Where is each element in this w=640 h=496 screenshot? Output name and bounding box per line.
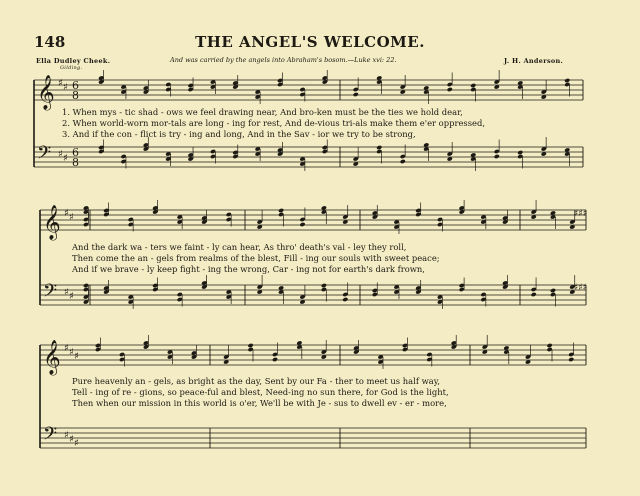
sharp-icon: ♯: [74, 351, 79, 362]
treble-clef-icon: 𝄞: [43, 340, 61, 375]
key-change-icon: ♯♯♯: [574, 209, 588, 219]
treble-clef-icon: 𝄞: [43, 205, 61, 240]
note-head: [547, 343, 553, 348]
note-head: [299, 222, 305, 227]
note-head: [400, 159, 406, 164]
lyric-line: 3. And if the con - flict is try - ing and long, And in the Sav - ior we try to be strong,: [62, 129, 416, 139]
bass-clef-icon: 𝄢: [43, 281, 58, 306]
sharp-icon: ♯: [64, 287, 69, 298]
bass-clef-icon: 𝄢: [37, 143, 52, 168]
lyric-line: 1. When mys - tic shad - ows we feel drawing near, And bro-ken must be the ties we hold dear,: [62, 107, 463, 117]
sharp-icon: ♯: [69, 291, 74, 302]
lyric-line: 2. When world-worn mor-tals are long - ing for rest, And de-vious tri-als make them e'er oppressed,: [62, 118, 485, 128]
sharp-icon: ♯: [74, 438, 79, 449]
sharp-icon: ♯: [63, 82, 68, 93]
bass-clef-icon: 𝄢: [43, 424, 58, 449]
lyric-line: Pure heavenly an - gels, as bright as the day, Sent by our Fa - ther to meet us half way,: [72, 376, 441, 386]
note-head: [353, 92, 359, 97]
note-head: [470, 83, 476, 88]
note-head: [321, 283, 327, 288]
sharp-icon: ♯: [63, 153, 68, 164]
note-head: [550, 288, 556, 293]
note-head: [376, 145, 382, 150]
lyric-line: Then when our mission in this world is o'er, We'll be with Je - sus to dwell ev - er - more,: [72, 398, 447, 408]
sharp-icon: ♯: [69, 347, 74, 358]
sharp-icon: ♯: [64, 430, 69, 441]
note-head: [342, 297, 348, 302]
time-signature-denominator: 8: [72, 156, 79, 169]
note-head: [517, 150, 523, 155]
time-signature-numerator: 6: [72, 146, 79, 159]
sharp-icon: ♯: [69, 434, 74, 445]
treble-clef-icon: 𝄞: [37, 75, 55, 110]
note-head: [278, 208, 284, 213]
composer-credit: J. H. Anderson.: [504, 57, 564, 65]
note-head: [447, 87, 453, 92]
hymn-title: THE ANGEL'S WELCOME.: [195, 33, 425, 51]
lyricist-note: Gilding.: [60, 65, 83, 71]
key-change-icon: ♯♯♯: [574, 283, 588, 293]
sharp-icon: ♯: [58, 149, 63, 160]
note-head: [248, 343, 254, 348]
sharp-icon: ♯: [64, 343, 69, 354]
note-head: [564, 78, 570, 83]
note-head: [272, 357, 278, 362]
lyric-line: And if we brave - ly keep fight - ing the wrong, Car - ing not for earth's dark frown,: [72, 264, 425, 274]
lyric-line: Tell - ing of re - gions, so peace-ful and blest, Need-ing no sun there, for God is the light,: [72, 387, 449, 397]
scripture-epigraph: And was carried by the angels into Abraham's bosom.—Luke xvi: 22.: [170, 56, 397, 64]
time-signature-denominator: 8: [72, 89, 79, 102]
lyric-line: And the dark wa - ters we faint - ly can hear, As thro' death's val - ley they roll,: [72, 242, 407, 252]
sharp-icon: ♯: [69, 212, 74, 223]
note-head: [494, 154, 500, 159]
time-signature-numerator: 6: [72, 79, 79, 92]
sharp-icon: ♯: [64, 208, 69, 219]
note-head: [568, 357, 574, 362]
lyricist-credit: Ella Dudley Cheek.: [36, 57, 111, 65]
page-number: 148: [34, 33, 66, 51]
note-head: [531, 292, 537, 297]
sharp-icon: ♯: [58, 78, 63, 89]
lyric-line: Then come the an - gels from realms of the blest, Fill - ing our souls with sweet peace;: [72, 253, 440, 263]
